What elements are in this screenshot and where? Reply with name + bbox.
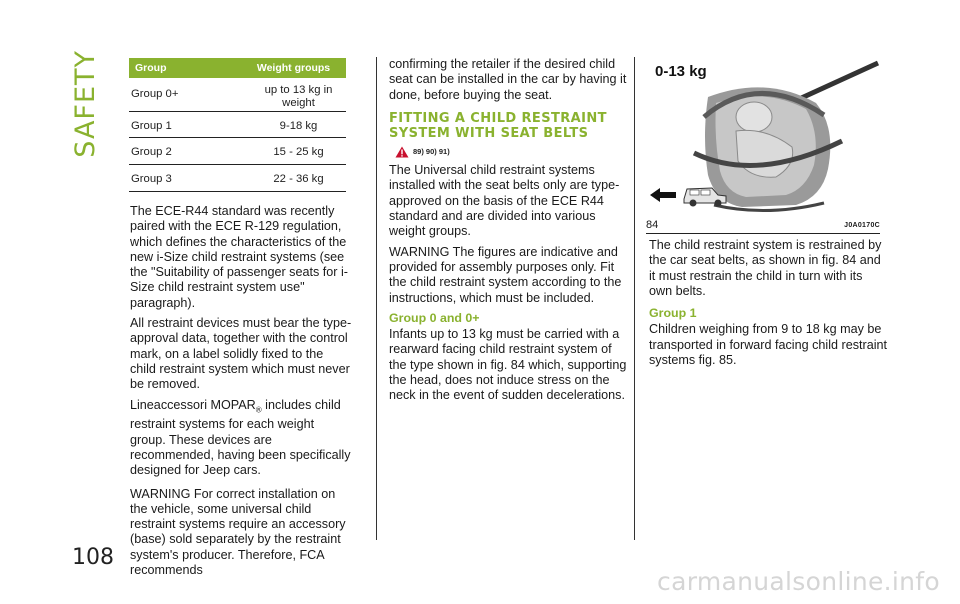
section-tab-title: SAFETY bbox=[70, 50, 101, 158]
warning-references bbox=[395, 144, 627, 159]
table-cell: Group 3 bbox=[131, 173, 172, 185]
child-seat-illustration bbox=[646, 57, 880, 221]
table-cell: 22 - 36 kg bbox=[273, 173, 324, 185]
paragraph: WARNING For correct installation on the vehicle, some universal child restraint systems require an accessory (base) sold separately by the restraint system's producer. Therefore, FCA recommends bbox=[130, 486, 346, 578]
column-3-text bbox=[649, 238, 887, 373]
figure-title: 0-13 kg bbox=[655, 63, 707, 80]
registered-mark: ® bbox=[255, 405, 262, 415]
column-1-text bbox=[130, 204, 352, 583]
table-cell: Group 1 bbox=[131, 120, 172, 132]
paragraph: Infants up to 13 kg must be carried with a rearward facing child restraint system of the type shown in fig. 84 which, supporting the head, does not induce stress on the neck in the event of sudden decelerations. bbox=[389, 327, 627, 403]
paragraph: All restraint devices must bear the type-approval data, together with the control mark, on a label solidly fixed to the child restraint system which must never be removed. bbox=[130, 316, 352, 392]
paragraph: WARNING The figures are indicative and provided for assembly purposes only. Fit the child restraint system according to the instructions, which must be included. bbox=[389, 244, 622, 305]
brand-text: Lineaccessori MOPAR bbox=[130, 397, 256, 412]
table-cell: Group 0+ bbox=[131, 88, 179, 100]
table-cell: 15 - 25 kg bbox=[273, 146, 324, 158]
paragraph: confirming the retailer if the desired child seat can be installed in the car by having it done, before buying the seat. bbox=[389, 57, 627, 102]
weight-groups-table bbox=[129, 58, 346, 192]
column-divider-2 bbox=[634, 57, 635, 540]
table-row bbox=[129, 165, 346, 192]
warning-refs-text: 89) 90) 91) bbox=[413, 146, 450, 156]
subheading: Group 0 and 0+ bbox=[389, 310, 480, 325]
figure-84-child-seat bbox=[646, 57, 880, 221]
table-header-weight: Weight groups bbox=[256, 62, 331, 74]
table-cell: 9-18 kg bbox=[279, 120, 318, 132]
column-divider-1 bbox=[376, 57, 377, 540]
table-header bbox=[129, 58, 346, 78]
column-2-text bbox=[389, 57, 627, 409]
figure-number: 84 bbox=[646, 219, 659, 231]
table-header-group: Group bbox=[135, 62, 167, 74]
page-number: 108 bbox=[72, 545, 114, 570]
warning-icon bbox=[395, 146, 409, 158]
direction-arrow-icon bbox=[650, 188, 676, 202]
table-cell: Group 2 bbox=[131, 146, 172, 158]
watermark: carmanualsonline.info bbox=[657, 567, 940, 596]
table-row bbox=[129, 112, 346, 138]
table-row bbox=[129, 138, 346, 165]
paragraph: The Universal child restraint systems installed with the seat belts only are type-approved on the basis of the ECE R44 standard and are divided into various weight groups. bbox=[389, 163, 620, 239]
table-cell: up to 13 kg in weight bbox=[264, 84, 333, 109]
figure-rule bbox=[646, 233, 880, 234]
figure-code: J0A0170C bbox=[844, 222, 880, 229]
subheading: Group 1 bbox=[649, 306, 697, 321]
paragraph: The ECE-R44 standard was recently paired with the ECE R-129 regulation, which defines the characteristics of the new i-Size child restraint systems (see the "Suitability of passenger seats for i-Size child restraint system use" paragraph). bbox=[130, 204, 348, 310]
table-row bbox=[129, 78, 346, 112]
figure-caption-row bbox=[646, 219, 880, 231]
paragraph: The child restraint system is restrained by the car seat belts, as shown in fig. 84 and it must restrain the child in turn with its own belts. bbox=[649, 238, 882, 298]
paragraph: Children weighing from 9 to 18 kg may be transported in forward facing child restraint systems fig. 85. bbox=[649, 322, 887, 368]
section-heading: FITTING A CHILD RESTRAINT SYSTEM WITH SEAT BELTS bbox=[389, 110, 607, 141]
paragraph: Lineaccessori $MOPAR_®$ includes child restraint systems for each weight group. These devices are recommended, having been specifically designed for Jeep cars. bbox=[130, 397, 351, 478]
